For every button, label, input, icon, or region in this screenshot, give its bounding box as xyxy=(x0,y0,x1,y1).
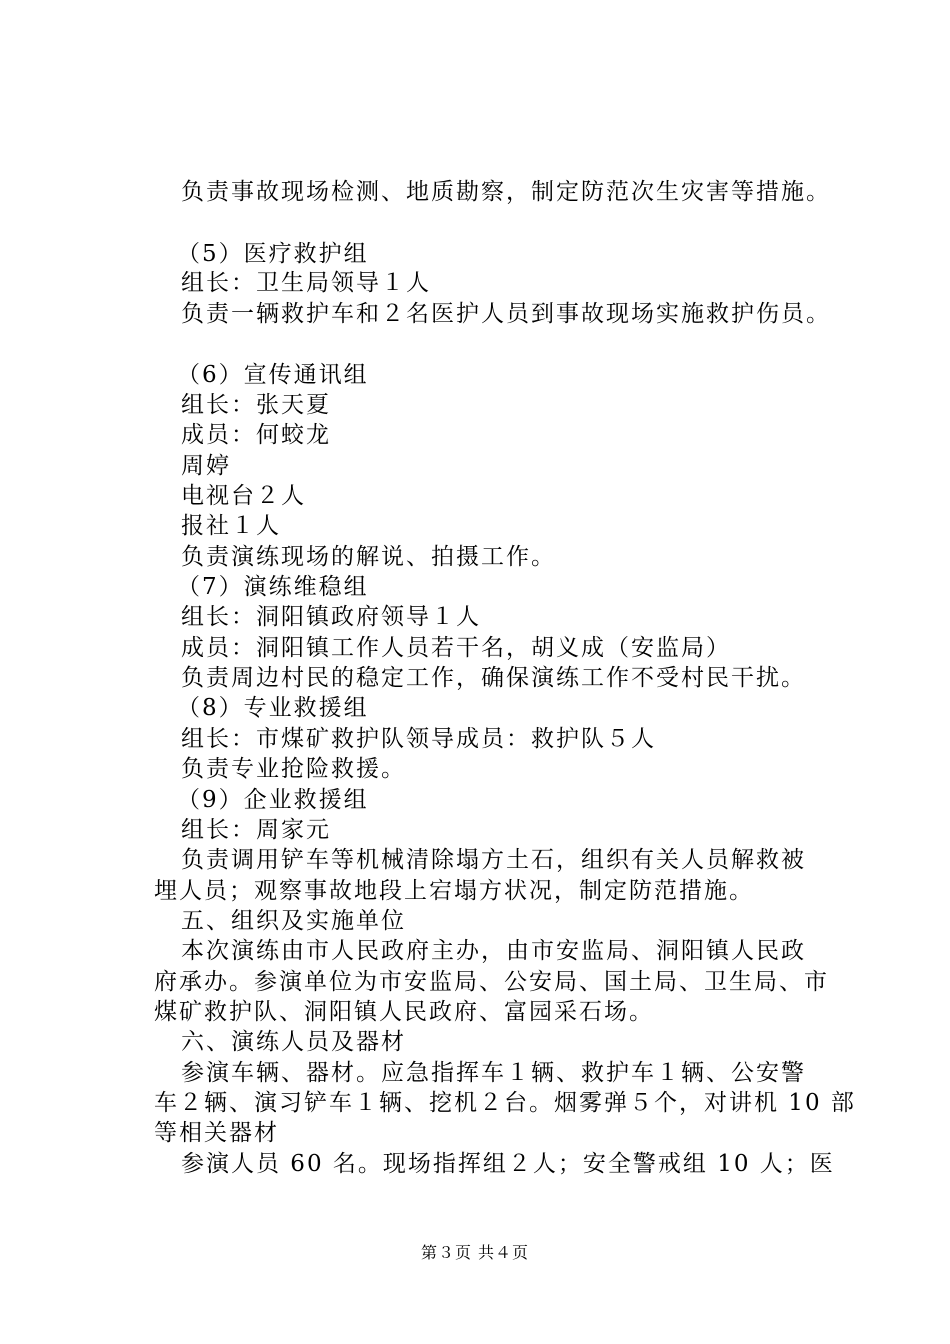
text-line: 报社１人 xyxy=(181,513,281,539)
text-line: 负责一辆救护车和２名医护人员到事故现场实施救护伤员。 xyxy=(181,301,831,327)
text-line: 组长：周家元 xyxy=(181,817,331,843)
text-line: 参演人员 60 名。现场指挥组２人；安全警戒组 10 人；医 xyxy=(181,1151,835,1177)
section-heading: （5）医疗救护组 xyxy=(177,241,369,267)
text-line: 负责周边村民的稳定工作，确保演练工作不受村民干扰。 xyxy=(181,665,806,691)
section-heading: （9）企业救援组 xyxy=(177,787,369,813)
text-line: 等相关器材 xyxy=(154,1120,279,1146)
text-line: 本次演练由市人民政府主办，由市安监局、洞阳镇人民政 xyxy=(181,938,806,964)
text-line: 负责专业抢险救援。 xyxy=(181,756,406,782)
text-line: 成员：洞阳镇工作人员若干名，胡义成（安监局） xyxy=(181,635,731,661)
text-line: 煤矿救护队、洞阳镇人民政府、富园采石场。 xyxy=(154,999,654,1025)
text-line: 埋人员；观察事故地段上宕塌方状况，制定防范措施。 xyxy=(154,878,754,904)
text-line: 参演车辆、器材。应急指挥车１辆、救护车１辆、公安警 xyxy=(181,1060,806,1086)
text-line: 成员：何蛟龙 xyxy=(181,422,331,448)
section-heading: 六、演练人员及器材 xyxy=(181,1029,406,1055)
text-line: 组长：张天夏 xyxy=(181,392,331,418)
text-line: 车２辆、演习铲车１辆、挖机２台。烟雾弹５个，对讲机 10 部 xyxy=(154,1090,856,1116)
text-line: 负责事故现场检测、地质勘察，制定防范次生灾害等措施。 xyxy=(181,179,831,205)
text-line: 电视台２人 xyxy=(181,483,306,509)
section-heading: （8）专业救援组 xyxy=(177,695,369,721)
page-footer: 第３页 共４页 xyxy=(420,1243,530,1262)
text-line: 周婷 xyxy=(181,453,231,479)
text-line: 负责调用铲车等机械清除塌方土石，组织有关人员解救被 xyxy=(181,847,806,873)
text-line: 组长：洞阳镇政府领导１人 xyxy=(181,604,481,630)
section-heading: （6）宣传通讯组 xyxy=(177,362,369,388)
text-line: 组长：卫生局领导１人 xyxy=(181,270,431,296)
section-heading: 五、组织及实施单位 xyxy=(181,908,406,934)
section-heading: （7）演练维稳组 xyxy=(177,574,369,600)
text-line: 府承办。参演单位为市安监局、公安局、国土局、卫生局、市 xyxy=(154,969,829,995)
text-line: 组长：市煤矿救护队领导成员：救护队５人 xyxy=(181,726,656,752)
text-line: 负责演练现场的解说、拍摄工作。 xyxy=(181,544,556,570)
